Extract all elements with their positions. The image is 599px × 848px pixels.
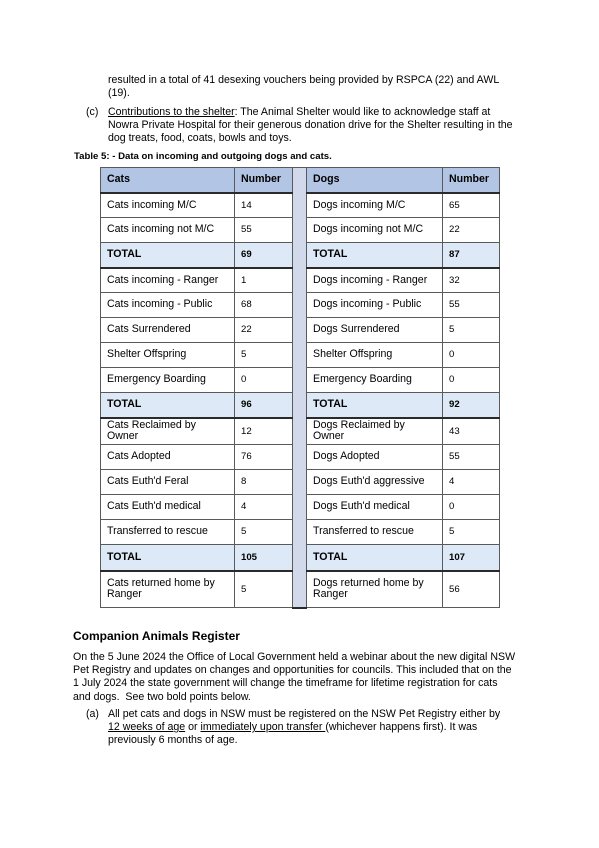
cat-label-cell (101, 418, 235, 445)
dog-label-cell: Dogs incoming not M/C (307, 218, 443, 243)
cat-label-cell (101, 571, 235, 608)
dog-number-cell: 32 (443, 268, 500, 293)
item-a-line: All pet cats and dogs in NSW must be registered on the NSW Pet Registry either by (108, 708, 501, 720)
header-cats: Cats (101, 168, 235, 193)
header-cats-number: Number (235, 168, 293, 193)
dog-number-cell: 87 (443, 243, 500, 268)
dog-label-cell: Dogs incoming - Ranger (307, 268, 443, 293)
cat-label-cell-line1: Cats Reclaimed by (107, 418, 196, 431)
dog-number-cell: 55 (443, 445, 500, 470)
dog-number-cell: 5 (443, 318, 500, 343)
cat-number-cell: 5 (235, 343, 293, 368)
dog-label-cell-line2: Owner (313, 430, 345, 443)
item-c-text: : The Animal Shelter would like to acknowledge staff at (234, 106, 491, 118)
cat-number-cell: 8 (235, 470, 293, 495)
item-c-line (108, 106, 528, 119)
section-line: and dogs. See two bold points below. (73, 690, 251, 703)
cat-label-cell: Cats Euth'd Feral (101, 470, 235, 495)
header-dogs: Dogs (307, 168, 443, 193)
dog-label-cell: Transferred to rescue (307, 520, 443, 545)
cat-label-cell: TOTAL (101, 545, 235, 571)
cat-label-cell: Cats Adopted (101, 445, 235, 470)
cat-number-cell: 0 (235, 368, 293, 393)
cat-label-cell: Cats incoming - Public (101, 293, 235, 318)
cat-number-cell: 1 (235, 268, 293, 293)
cat-number-cell: 76 (235, 445, 293, 470)
cat-label-cell: Transferred to rescue (101, 520, 235, 545)
item-c-title: Contributions to the shelter (108, 106, 235, 118)
section-line: 1 July 2024 the state government will change the timeframe for lifetime registration for cats (73, 677, 498, 690)
dog-number-cell: 56 (443, 571, 500, 608)
item-c-line: Nowra Private Hospital for their generous donation drive for the Shelter resulting in the (108, 119, 513, 132)
cat-label-cell-line2: Ranger (107, 588, 142, 601)
dog-number-cell: 55 (443, 293, 500, 318)
dog-label-cell: Emergency Boarding (307, 368, 443, 393)
item-a-paragraph (108, 708, 528, 748)
dog-label-cell: Dogs incoming M/C (307, 193, 443, 218)
dog-label-cell: Dogs Surrendered (307, 318, 443, 343)
list-marker-a: (a) (86, 708, 99, 720)
list-marker-c: (c) (86, 106, 99, 118)
cat-number-cell: 22 (235, 318, 293, 343)
dog-label-cell (307, 418, 443, 445)
dog-number-cell: 5 (443, 520, 500, 545)
dog-label-cell: Dogs incoming - Public (307, 293, 443, 318)
dog-number-cell: 4 (443, 470, 500, 495)
dog-label-cell-line1: Dogs Reclaimed by (313, 418, 405, 431)
dog-label-cell-line1: Dogs returned home by (313, 576, 424, 589)
dog-label-cell: Dogs Euth'd medical (307, 495, 443, 520)
item-c-line: dog treats, food, coats, bowls and toys. (108, 132, 292, 145)
intro-line: resulted in a total of 41 desexing vouchers being provided by RSPCA (22) and AWL (108, 74, 500, 86)
dog-label-cell: Dogs Adopted (307, 445, 443, 470)
cat-number-cell: 5 (235, 520, 293, 545)
cat-number-cell: 14 (235, 193, 293, 218)
dog-number-cell: 43 (443, 418, 500, 445)
cat-number-cell: 105 (235, 545, 293, 571)
cat-label-cell-line1: Cats returned home by (107, 576, 215, 589)
dog-label-cell: Dogs Euth'd aggressive (307, 470, 443, 495)
header-dogs-number: Number (443, 168, 500, 193)
cat-label-cell: TOTAL (101, 243, 235, 268)
item-a-line: previously 6 months of age. (108, 734, 238, 747)
table-caption: Table 5: - Data on incoming and outgoing dogs and cats. (74, 151, 332, 162)
cat-label-cell: Cats incoming - Ranger (101, 268, 235, 293)
cat-number-cell: 5 (235, 571, 293, 608)
dog-label-cell-line2: Ranger (313, 588, 348, 601)
intro-paragraph (108, 74, 528, 100)
item-c-paragraph (108, 106, 528, 146)
item-a-line (108, 721, 528, 734)
dog-label-cell: TOTAL (307, 393, 443, 418)
cat-label-cell: Shelter Offspring (101, 343, 235, 368)
dog-number-cell: 107 (443, 545, 500, 571)
cat-number-cell: 55 (235, 218, 293, 243)
column-divider (293, 168, 307, 608)
cat-label-cell-line2: Owner (107, 430, 139, 443)
dog-number-cell: 22 (443, 218, 500, 243)
item-a-or: or (185, 721, 201, 734)
dog-number-cell: 0 (443, 368, 500, 393)
cat-label-cell: Cats incoming not M/C (101, 218, 235, 243)
table-header-row (101, 168, 500, 193)
dog-label-cell: Shelter Offspring (307, 343, 443, 368)
cat-label-cell: TOTAL (101, 393, 235, 418)
cat-number-cell: 69 (235, 243, 293, 268)
item-a-tail: (whichever happens first). It was (325, 721, 478, 734)
dog-number-cell: 0 (443, 343, 500, 368)
cat-label-cell: Cats Surrendered (101, 318, 235, 343)
dog-number-cell: 65 (443, 193, 500, 218)
animals-data-table (100, 167, 500, 609)
dog-label-cell (307, 571, 443, 608)
section-line: Pet Registry and updates on changes and opportunities for councils. This included that on the (73, 664, 512, 677)
cat-label-cell: Cats incoming M/C (101, 193, 235, 218)
dog-label-cell: TOTAL (307, 545, 443, 571)
cat-number-cell: 4 (235, 495, 293, 520)
section-paragraph (73, 651, 528, 704)
section-heading: Companion Animals Register (73, 629, 240, 643)
cat-number-cell: 96 (235, 393, 293, 418)
item-a-underline-1: 12 weeks of age (108, 721, 186, 734)
dog-label-cell: TOTAL (307, 243, 443, 268)
cat-number-cell: 68 (235, 293, 293, 318)
cat-number-cell: 12 (235, 418, 293, 445)
section-line: On the 5 June 2024 the Office of Local Government held a webinar about the new digital NSW (73, 651, 516, 663)
cat-label-cell: Emergency Boarding (101, 368, 235, 393)
intro-line: (19). (108, 87, 130, 100)
dog-number-cell: 92 (443, 393, 500, 418)
cat-label-cell: Cats Euth'd medical (101, 495, 235, 520)
dog-number-cell: 0 (443, 495, 500, 520)
item-a-underline-2: immediately upon transfer (200, 721, 326, 734)
